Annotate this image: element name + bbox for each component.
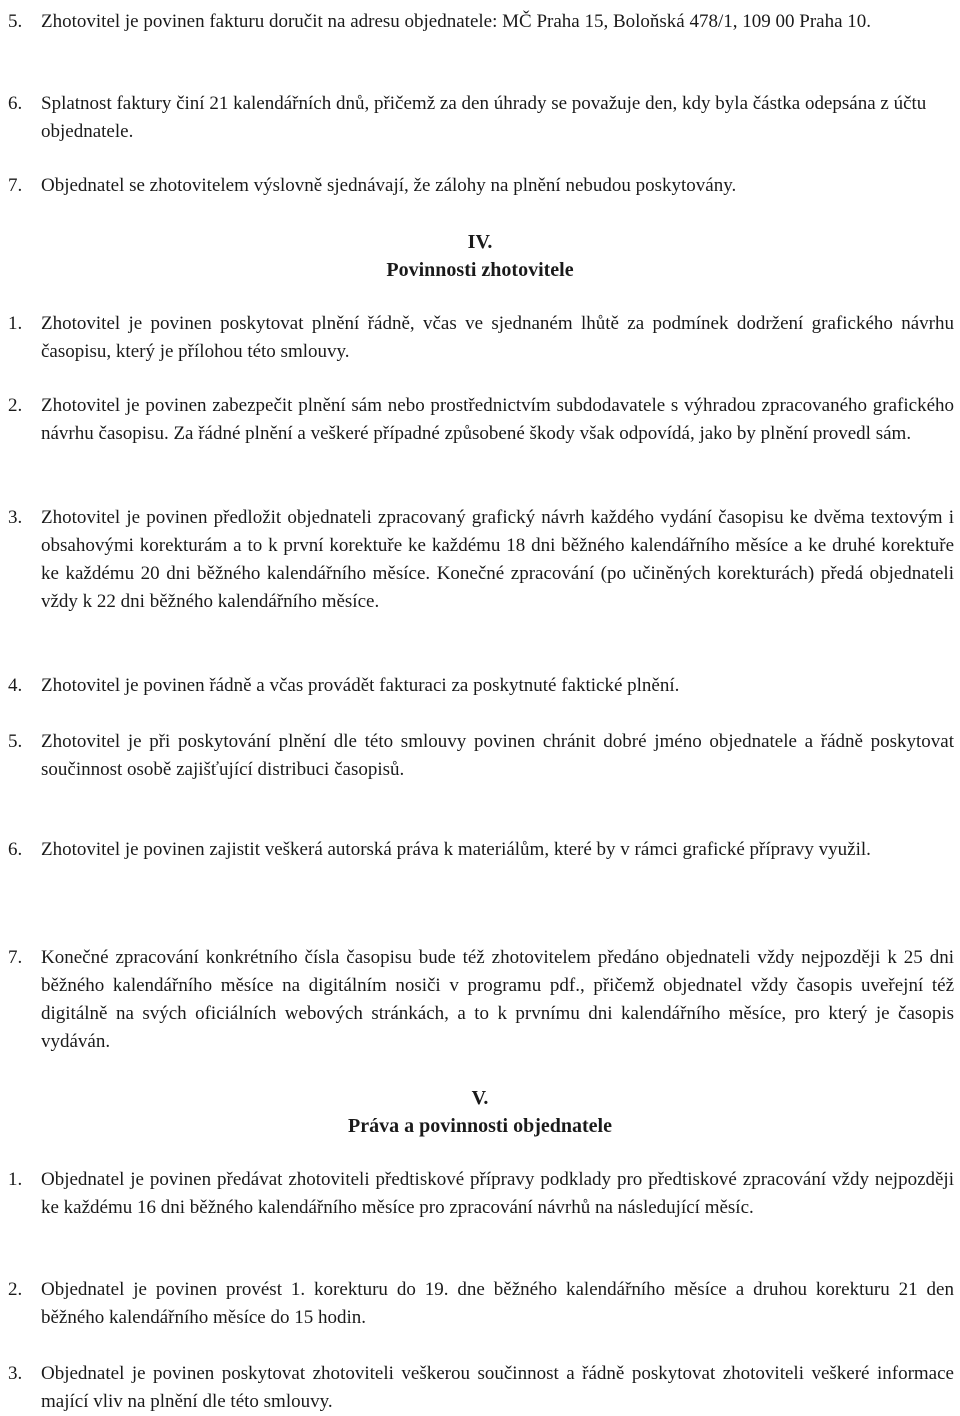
item-text: Konečné zpracování konkrétního čísla časopisu bude též zhotovitelem předáno objednateli vždy nejpozději k 25 dni běžného kalendářního měsíce na digitálním nosiči v programu pdf., přičemž objednatel vždy časopis uveřejní též digitálně na svých oficiálních webových stránkách, a to k prvnímu dni kalendářního měsíce, pro který je časopis vydáván. (41, 947, 954, 1052)
section-number: V. (471, 1087, 489, 1109)
item-number: 3. (8, 1363, 23, 1384)
item-text: Objednatel je povinen předávat zhotoviteli předtiskové přípravy podklady pro předtiskové zpracování vždy nejpozději ke každému 16 dni běžného kalendářního měsíce pro zpracování návrhů na následující měsíc. (41, 1169, 954, 1218)
item-text: Zhotovitel je při poskytování plnění dle této smlouvy povinen chránit dobré jméno objednatele a řádně poskytovat součinnost osobě zajišťující distribuci časopisů. (41, 731, 954, 780)
item-text: Zhotovitel je povinen předložit objednateli zpracovaný grafický návrh každého vydání časopisu ke dvěma textovým i obsahovými korekturám a to k první korektuře ke každému 18 dni běžného kalendářního měsíce a ke druhé korektuře ke každému 20 dni běžného kalendářního měsíce. Konečné zpracování (po učiněných korekturách) předá objednateli vždy k 22 dni běžného kalendářního měsíce. (41, 507, 954, 612)
item-text: Objednatel je povinen provést 1. korekturu do 19. dne běžného kalendářního měsíce a druhou korekturu 21 den běžného kalendářního měsíce do 15 hodin. (41, 1279, 954, 1328)
section-number: IV. (467, 231, 493, 253)
list-item (8, 1166, 954, 1222)
item-text: Zhotovitel je povinen fakturu doručit na adresu objednatele: MČ Praha 15, Boloňská 478/1, 109 00 Praha 10. (41, 11, 872, 32)
item-text: Zhotovitel je povinen zabezpečit plnění sám nebo prostřednictvím subdodavatele s výhradou zpracovaného grafického návrhu časopisu. Za řádné plnění a veškeré případné způsobené škody však odpovídá, jako by plnění provedl sám. (41, 395, 954, 444)
item-text: Objednatel je povinen poskytovat zhotoviteli veškerou součinnost a řádně poskytovat zhotoviteli veškeré informace mající vliv na plnění dle této smlouvy. (41, 1363, 954, 1412)
item-number: 1. (8, 1169, 23, 1190)
list-item (8, 392, 954, 448)
list-item (8, 1276, 954, 1332)
list-item (8, 310, 954, 366)
item-text: Zhotovitel je povinen řádně a včas provádět fakturaci za poskytnuté faktické plnění. (41, 675, 680, 696)
list-item (8, 504, 954, 616)
list-item (8, 944, 954, 1056)
list-item (8, 8, 954, 36)
item-number: 2. (8, 1279, 23, 1300)
item-number: 5. (8, 731, 23, 752)
item-number: 4. (8, 675, 23, 696)
item-number: 2. (8, 395, 23, 416)
section-title: Povinnosti zhotovitele (386, 259, 574, 281)
item-number: 1. (8, 313, 23, 334)
item-number: 3. (8, 507, 23, 528)
section-title: Práva a povinnosti objednatele (348, 1115, 612, 1137)
item-number: 6. (8, 93, 23, 114)
item-text: Splatnost faktury činí 21 kalendářních dnů, přičemž za den úhrady se považuje den, kdy byla částka odepsána z účtu objednatele. (41, 93, 927, 142)
item-number: 5. (8, 11, 23, 32)
list-item (8, 728, 954, 784)
item-text: Zhotovitel je povinen poskytovat plnění řádně, včas ve sjednaném lhůtě za podmínek dodržení grafického návrhu časopisu, který je přílohou této smlouvy. (41, 313, 954, 362)
item-text: Objednatel se zhotovitelem výslovně sjednávají, že zálohy na plnění nebudou poskytovány. (41, 175, 737, 196)
list-item (8, 836, 954, 864)
item-number: 6. (8, 839, 23, 860)
item-number: 7. (8, 947, 23, 968)
list-item (8, 172, 954, 200)
list-item (8, 672, 954, 700)
item-text: Zhotovitel je povinen zajistit veškerá autorská práva k materiálům, které by v rámci grafické přípravy využil. (41, 839, 871, 860)
list-item (8, 90, 954, 146)
list-item (8, 1360, 954, 1416)
item-number: 7. (8, 175, 23, 196)
